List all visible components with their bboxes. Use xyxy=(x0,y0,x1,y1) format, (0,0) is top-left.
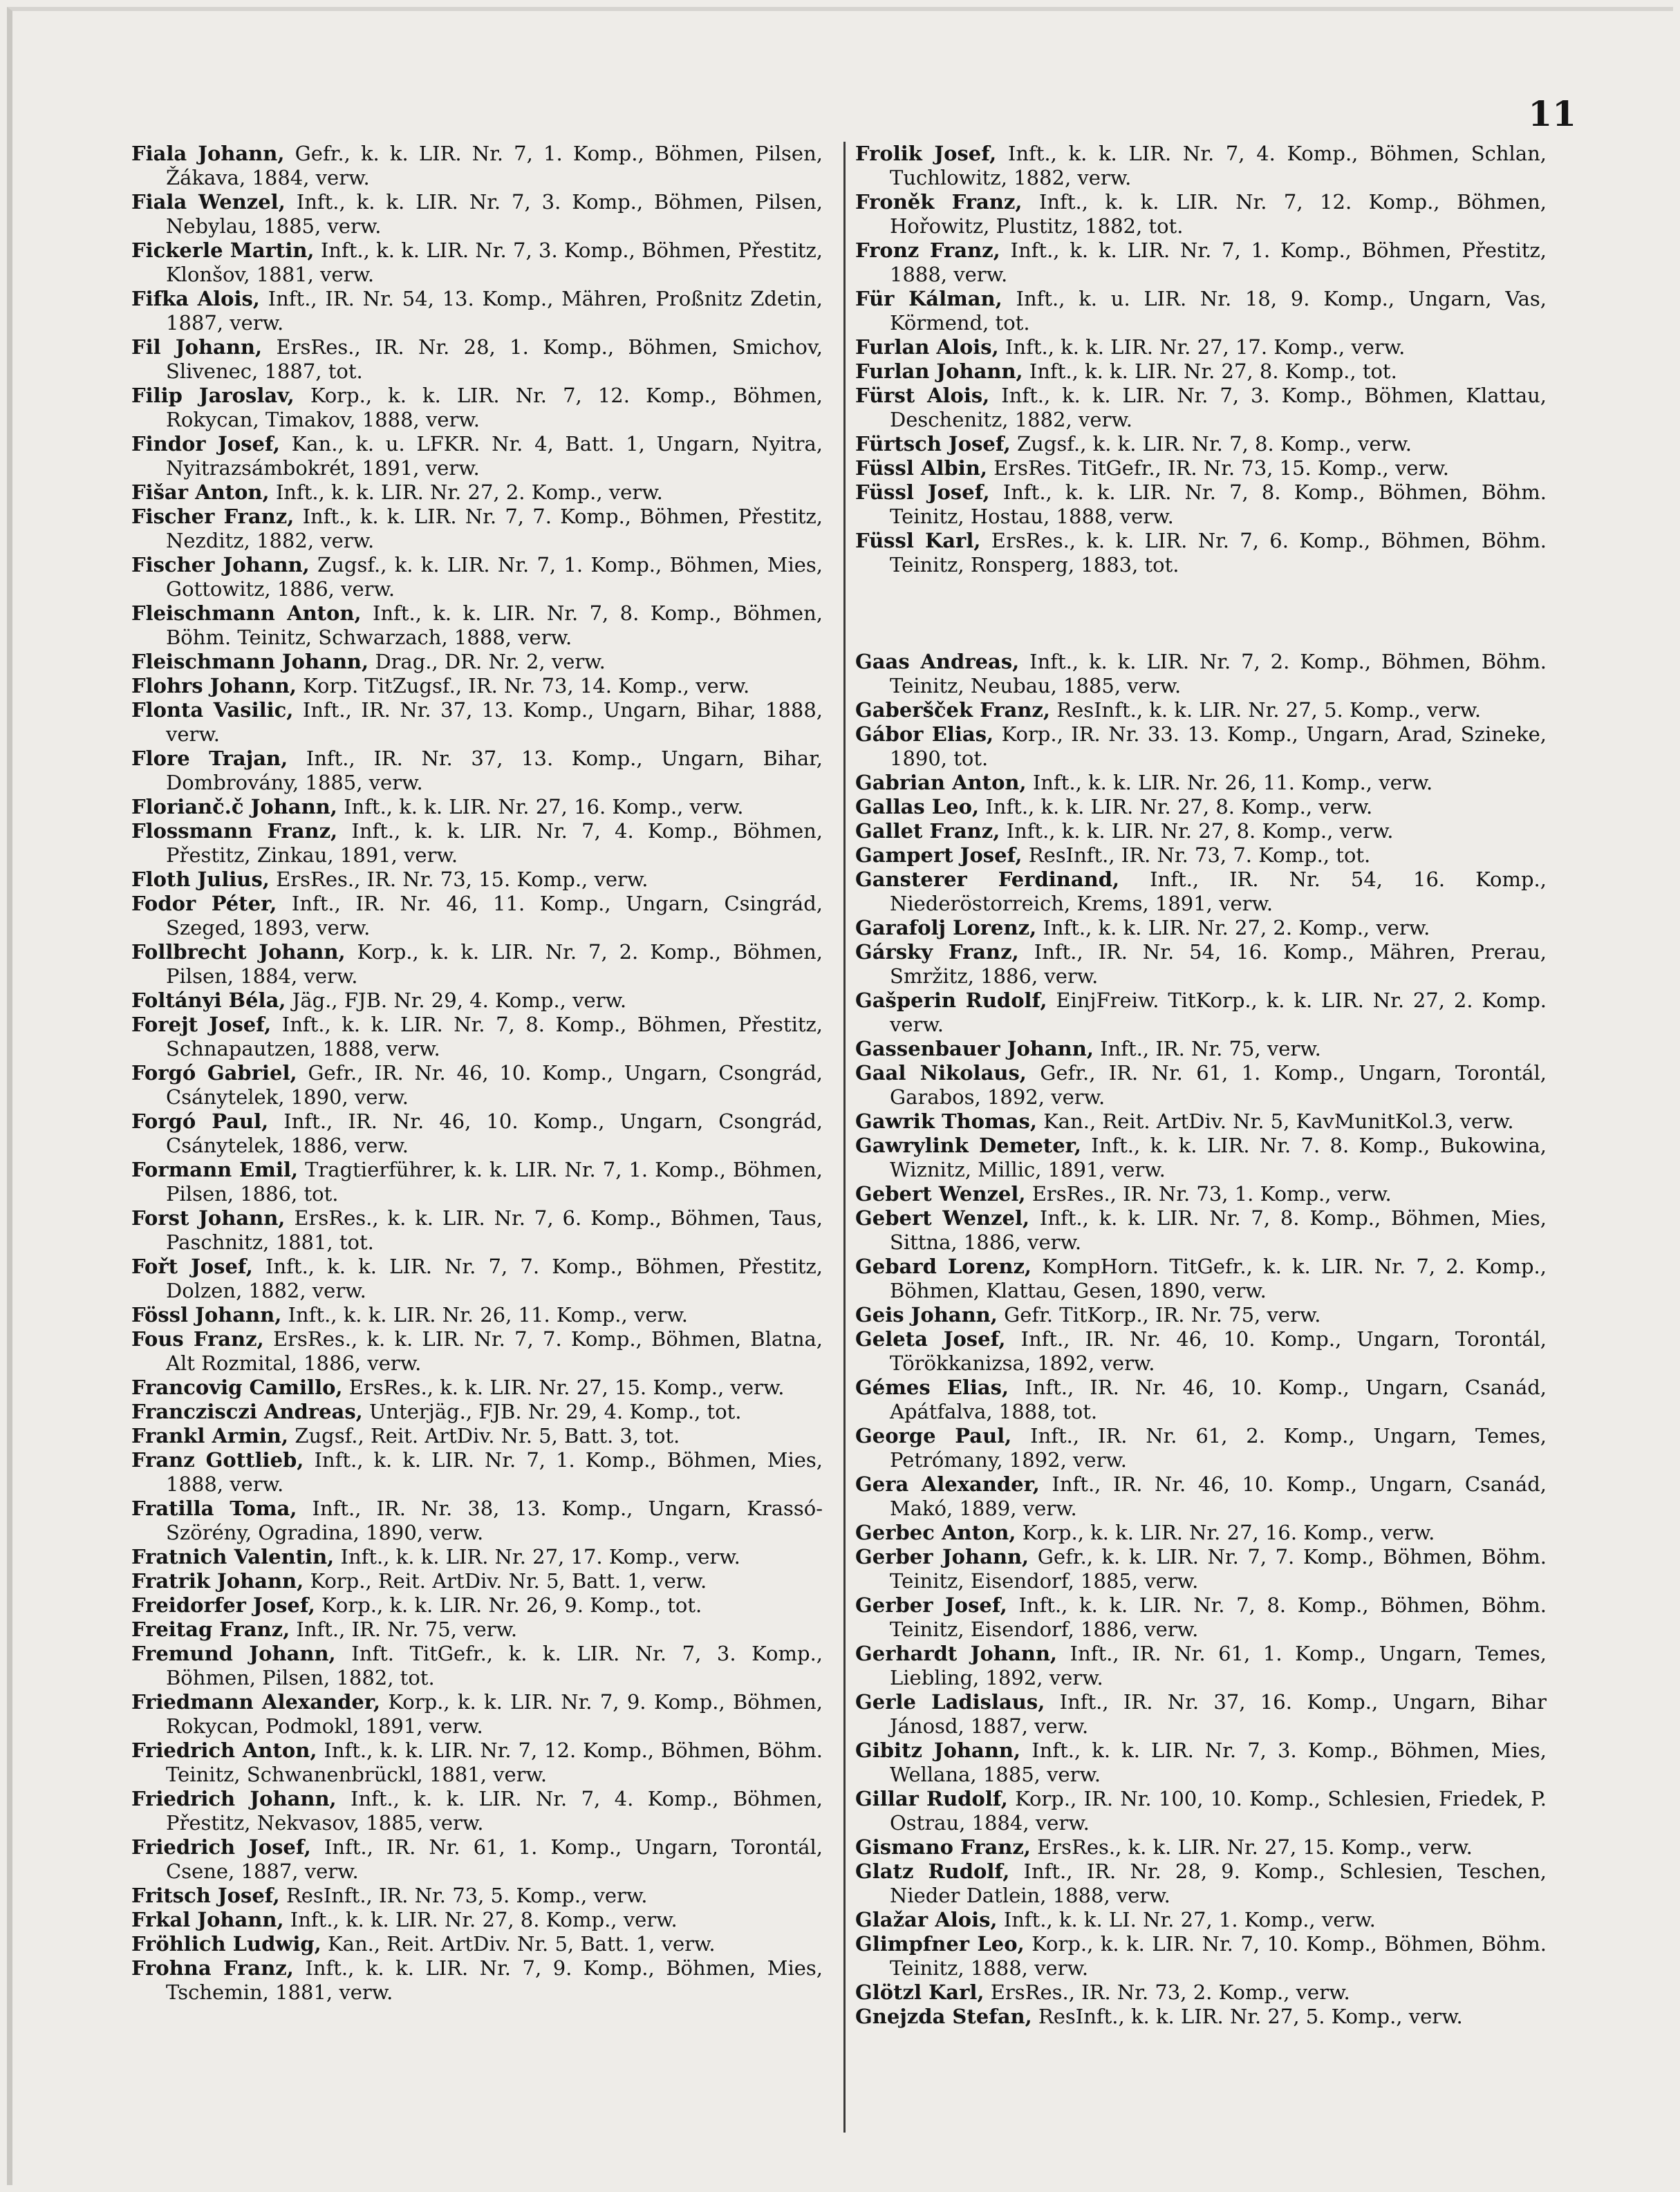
register-entry xyxy=(855,529,1547,577)
entry-details: Inft., IR. Nr. 28, 9. Komp., Schlesien, Teschen, Nieder Datlein, 1888, verw. xyxy=(890,1860,1547,1907)
entry-name: Friedrich Anton, xyxy=(131,1739,317,1762)
entry-details: Korp., k. k. LIR. Nr. 7, 10. Komp., Böhmen, Böhm. Teinitz, 1888, verw. xyxy=(890,1932,1547,1980)
register-entry xyxy=(855,1182,1547,1206)
entry-name: Fürst Alois, xyxy=(855,384,990,407)
register-entry xyxy=(855,1787,1547,1835)
register-entry xyxy=(131,505,823,553)
entry-name: Füssl Albin, xyxy=(855,456,987,480)
entry-name: Glötzl Karl, xyxy=(855,1980,984,2004)
register-entry xyxy=(131,1956,823,2005)
entry-name: Fürtsch Josef, xyxy=(855,432,1011,456)
entry-details: Inft., k. k. LIR. Nr. 7, 3. Komp., Böhmen, Klattau, Deschenitz, 1882, verw. xyxy=(890,384,1547,431)
entry-details: Inft., IR. Nr. 46, 10. Komp., Ungarn, Csongrád, Csánytelek, 1886, verw. xyxy=(166,1109,823,1157)
register-entry xyxy=(131,1303,823,1327)
entry-details: Inft., k. k. LIR. Nr. 27, 16. Komp., verw. xyxy=(344,795,744,818)
entry-details: Inft., k. k. LIR. Nr. 27, 8. Komp., tot. xyxy=(1029,359,1397,383)
register-entry xyxy=(855,190,1547,238)
entry-details: Gefr., IR. Nr. 61, 1. Komp., Ungarn, Torontál, Garabos, 1892, verw. xyxy=(890,1061,1547,1109)
register-entry xyxy=(131,698,823,747)
register-entry xyxy=(855,1521,1547,1545)
entry-details: EinjFreiw. TitKorp., k. k. LIR. Nr. 27, 2. Komp. verw. xyxy=(890,989,1547,1036)
entry-details: Inft., IR. Nr. 61, 2. Komp., Ungarn, Temes, Petrómany, 1892, verw. xyxy=(890,1424,1547,1472)
entry-name: Friedmann Alexander, xyxy=(131,1690,381,1714)
register-entry xyxy=(131,674,823,698)
entry-name: Flore Trajan, xyxy=(131,747,288,770)
entry-details: Inft., k. k. LIR. Nr. 7, 3. Komp., Böhmen, Pilsen, Nebylau, 1885, verw. xyxy=(166,190,823,238)
register-entry xyxy=(855,384,1547,432)
entry-name: Gerber Johann, xyxy=(855,1545,1029,1568)
entry-details: Unterjäg., FJB. Nr. 29, 4. Komp., tot. xyxy=(368,1400,742,1423)
register-entry xyxy=(855,1593,1547,1642)
entry-details: Inft. TitGefr., k. k. LIR. Nr. 7, 3. Komp., Böhmen, Pilsen, 1882, tot. xyxy=(166,1642,823,1689)
register-entry xyxy=(131,1448,823,1497)
entry-name: Findor Josef, xyxy=(131,432,280,456)
register-entry xyxy=(855,1424,1547,1472)
entry-details: Kan., Reit. ArtDiv. Nr. 5, Batt. 1, verw. xyxy=(327,1932,716,1956)
entry-details: Gefr., IR. Nr. 46, 10. Komp., Ungarn, Csongrád, Csánytelek, 1890, verw. xyxy=(166,1061,823,1109)
entry-details: Inft., k. k. LIR. Nr. 7, 1. Komp., Böhmen, Přestitz, 1888, verw. xyxy=(890,238,1547,286)
entry-name: Gampert Josef, xyxy=(855,843,1023,867)
register-entry xyxy=(855,238,1547,287)
entry-name: Fratrik Johann, xyxy=(131,1569,304,1593)
entry-name: Floth Julius, xyxy=(131,868,270,891)
register-entry xyxy=(131,1642,823,1690)
register-entry xyxy=(855,456,1547,480)
entry-name: Fišar Anton, xyxy=(131,480,270,504)
entry-details: Gefr., k. k. LIR. Nr. 7, 7. Komp., Böhmen, Böhm. Teinitz, Eisendorf, 1885, verw. xyxy=(890,1545,1547,1593)
entry-details: Korp. TitZugsf., IR. Nr. 73, 14. Komp., verw. xyxy=(303,674,750,697)
entry-name: Gerle Ladislaus, xyxy=(855,1690,1045,1714)
register-entry xyxy=(131,892,823,940)
entry-details: ErsRes. TitGefr., IR. Nr. 73, 15. Komp., verw. xyxy=(993,456,1449,480)
entry-details: Korp., IR. Nr. 100, 10. Komp., Schlesien, Friedek, P. Ostrau, 1884, verw. xyxy=(890,1787,1547,1835)
entry-name: Gaal Nikolaus, xyxy=(855,1061,1027,1085)
entry-name: Freidorfer Josef, xyxy=(131,1593,315,1617)
entry-details: Inft., k. k. LIR. Nr. 7, 2. Komp., Böhmen, Böhm. Teinitz, Neubau, 1885, verw. xyxy=(890,650,1547,697)
register-entry xyxy=(855,480,1547,529)
register-entry xyxy=(855,722,1547,771)
entry-details: Inft., k. k. LIR. Nr. 7, 1. Komp., Böhmen, Mies, 1888, verw. xyxy=(166,1448,823,1496)
register-entry xyxy=(131,335,823,384)
entry-name: Fiala Johann, xyxy=(131,142,285,165)
entry-details: ErsRes., IR. Nr. 73, 2. Komp., verw. xyxy=(990,1980,1350,2004)
register-entry xyxy=(131,1061,823,1109)
entry-name: Frohna Franz, xyxy=(131,1956,294,1980)
register-entry xyxy=(855,868,1547,916)
register-entry xyxy=(855,335,1547,359)
register-entry xyxy=(131,989,823,1013)
register-entry xyxy=(131,553,823,601)
entry-details: Kan., k. u. LFKR. Nr. 4, Batt. 1, Ungarn, Nyitra, Nyitrazsámbokrét, 1891, verw. xyxy=(166,432,823,480)
register-entry xyxy=(131,1739,823,1787)
entry-details: Inft., k. k. LIR. Nr. 7, 8. Komp., Böhmen, Böhm. Teinitz, Eisendorf, 1886, verw. xyxy=(890,1593,1547,1641)
entry-details: Gefr., k. k. LIR. Nr. 7, 1. Komp., Böhmen, Pilsen, Žákava, 1884, verw. xyxy=(166,142,823,189)
entry-details: Inft., IR. Nr. 37, 13. Komp., Ungarn, Bihar, 1888, verw. xyxy=(166,698,823,746)
entry-name: Gillar Rudolf, xyxy=(855,1787,1008,1810)
entry-name: Fořt Josef, xyxy=(131,1255,253,1278)
register-entry xyxy=(131,1569,823,1593)
entry-name: Friedrich Josef, xyxy=(131,1835,311,1859)
entry-name: Fifka Alois, xyxy=(131,287,260,310)
register-entry xyxy=(855,1472,1547,1521)
register-entry xyxy=(855,287,1547,335)
entry-details: Korp., k. k. LIR. Nr. 7, 9. Komp., Böhmen, Rokycan, Podmokl, 1891, verw. xyxy=(166,1690,823,1738)
entry-details: Inft., k. k. LIR. Nr. 26, 11. Komp., verw. xyxy=(1032,771,1433,794)
register-entry xyxy=(855,1860,1547,1908)
entry-details: Inft., k. k. LIR. Nr. 7, 3. Komp., Böhmen, Mies, Wellana, 1885, verw. xyxy=(890,1739,1547,1786)
entry-details: Tragtierführer, k. k. LIR. Nr. 7, 1. Komp., Böhmen, Pilsen, 1886, tot. xyxy=(166,1158,823,1206)
entry-name: Fleischmann Anton, xyxy=(131,601,362,625)
entry-details: Inft., k. k. LIR. Nr. 7, 8. Komp., Böhmen, Böhm. Teinitz, Schwarzach, 1888, verw. xyxy=(166,601,823,649)
entry-details: Inft., k. k. LIR. Nr. 7, 8. Komp., Böhmen, Přestitz, Schnapautzen, 1888, verw. xyxy=(166,1013,823,1060)
entry-name: Gebard Lorenz, xyxy=(855,1255,1032,1278)
entry-name: Franczisczi Andreas, xyxy=(131,1400,363,1423)
register-entry xyxy=(855,819,1547,843)
entry-details: ResInft., IR. Nr. 73, 5. Komp., verw. xyxy=(286,1884,648,1907)
entry-details: Inft., IR. Nr. 75, verw. xyxy=(1100,1037,1321,1060)
entry-details: Korp., Reit. ArtDiv. Nr. 5, Batt. 1, verw. xyxy=(310,1569,707,1593)
register-entry xyxy=(855,771,1547,795)
register-entry xyxy=(855,989,1547,1037)
register-entry xyxy=(131,142,823,190)
register-entry xyxy=(131,1424,823,1448)
register-entry xyxy=(131,1255,823,1303)
register-entry xyxy=(131,1013,823,1061)
register-entry xyxy=(855,1134,1547,1182)
entry-details: Inft., IR. Nr. 46, 10. Komp., Ungarn, Torontál, Törökkanizsa, 1892, verw. xyxy=(890,1327,1547,1375)
entry-name: Glatz Rudolf, xyxy=(855,1860,1010,1883)
entry-details: Inft., IR. Nr. 37, 16. Komp., Ungarn, Bihar Jánosd, 1887, verw. xyxy=(890,1690,1547,1738)
entry-details: Inft., k. k. LIR. Nr. 7, 12. Komp., Böhmen, Böhm. Teinitz, Schwanenbrückl, 1881, verw. xyxy=(166,1739,823,1786)
entry-name: Fritsch Josef, xyxy=(131,1884,280,1907)
entry-details: Inft., IR. Nr. 46, 10. Komp., Ungarn, Csanád, Makó, 1889, verw. xyxy=(890,1472,1547,1520)
entry-details: Inft., k. k. LIR. Nr. 27, 17. Komp., verw. xyxy=(340,1545,740,1568)
register-entry xyxy=(855,142,1547,190)
entry-name: Fodor Péter, xyxy=(131,892,277,915)
entry-name: Friedrich Johann, xyxy=(131,1787,337,1810)
entry-details: Drag., DR. Nr. 2, verw. xyxy=(375,650,606,673)
entry-details: Korp., k. k. LIR. Nr. 7, 12. Komp., Böhmen, Rokycan, Timakov, 1888, verw. xyxy=(166,384,823,431)
entry-name: Froněk Franz, xyxy=(855,190,1023,214)
entry-details: Korp., k. k. LIR. Nr. 7, 2. Komp., Böhmen, Pilsen, 1884, verw. xyxy=(166,940,823,988)
entry-name: Gibitz Johann, xyxy=(855,1739,1021,1762)
register-entry xyxy=(131,1376,823,1400)
entry-details: Inft., k. u. LIR. Nr. 18, 9. Komp., Ungarn, Vas, Körmend, tot. xyxy=(890,287,1547,335)
entry-name: Furlan Johann, xyxy=(855,359,1023,383)
entry-details: Zugsf., Reit. ArtDiv. Nr. 5, Batt. 3, tot. xyxy=(295,1424,680,1448)
entry-name: Flohrs Johann, xyxy=(131,674,297,697)
register-entry xyxy=(855,1980,1547,2005)
entry-name: Gansterer Ferdinand, xyxy=(855,868,1120,891)
entry-name: Gabrian Anton, xyxy=(855,771,1027,794)
entry-name: Gnejzda Stefan, xyxy=(855,2005,1032,2028)
entry-details: Inft., k. k. LIR. Nr. 7, 4. Komp., Böhmen, Přestitz, Nekvasov, 1885, verw. xyxy=(166,1787,823,1835)
register-entry xyxy=(131,795,823,819)
register-entry xyxy=(855,1327,1547,1376)
entry-details: Inft., k. k. LIR. Nr. 7, 9. Komp., Böhmen, Mies, Tschemin, 1881, verw. xyxy=(166,1956,823,2004)
entry-details: ErsRes., k. k. LIR. Nr. 7, 6. Komp., Böhmen, Böhm. Teinitz, Ronsperg, 1883, tot. xyxy=(890,529,1547,577)
entry-details: Inft., k. k. LIR. Nr. 26, 11. Komp., verw. xyxy=(288,1303,688,1327)
entry-details: Inft., k. k. LI. Nr. 27, 1. Komp., verw. xyxy=(1003,1908,1376,1931)
register-entry xyxy=(131,384,823,432)
register-entry xyxy=(131,480,823,505)
register-entry xyxy=(855,1739,1547,1787)
entry-name: Gerber Josef, xyxy=(855,1593,1007,1617)
register-entry xyxy=(131,287,823,335)
register-entry xyxy=(131,819,823,868)
entry-details: Gefr. TitKorp., IR. Nr. 75, verw. xyxy=(1004,1303,1321,1327)
entry-name: Gerbec Anton, xyxy=(855,1521,1016,1544)
entry-details: Kan., Reit. ArtDiv. Nr. 5, KavMunitKol.3, verw. xyxy=(1043,1109,1514,1133)
entry-name: Gašperin Rudolf, xyxy=(855,989,1047,1012)
entry-name: Füssl Karl, xyxy=(855,529,981,552)
entry-name: Filip Jaroslav, xyxy=(131,384,295,407)
register-entry xyxy=(855,1037,1547,1061)
entry-name: Gismano Franz, xyxy=(855,1835,1031,1859)
entry-name: Für Kálman, xyxy=(855,287,1002,310)
entry-name: Fous Franz, xyxy=(131,1327,264,1351)
entry-details: Inft., IR. Nr. 46, 10. Komp., Ungarn, Csanád, Apátfalva, 1888, tot. xyxy=(890,1376,1547,1423)
entry-details: Inft., k. k. LIR. Nr. 27, 17. Komp., verw. xyxy=(1005,335,1406,359)
register-entry xyxy=(855,843,1547,868)
entry-name: Geleta Josef, xyxy=(855,1327,1006,1351)
entry-details: ResInft., k. k. LIR. Nr. 27, 5. Komp., verw. xyxy=(1056,698,1482,722)
entry-details: Inft., IR. Nr. 54, 16. Komp., Niederöstorreich, Krems, 1891, verw. xyxy=(890,868,1547,915)
entry-name: Geis Johann, xyxy=(855,1303,998,1327)
entry-details: Inft., k. k. LIR. Nr. 7, 12. Komp., Böhmen, Hořowitz, Plustitz, 1882, tot. xyxy=(890,190,1547,238)
entry-details: Inft., k. k. LIR. Nr. 27, 8. Komp., verw. xyxy=(290,1908,678,1931)
entry-details: KompHorn. TitGefr., k. k. LIR. Nr. 7, 2. Komp., Böhmen, Klattau, Gesen, 1890, verw. xyxy=(890,1255,1547,1302)
entry-name: Fischer Franz, xyxy=(131,505,295,528)
entry-name: Fratilla Toma, xyxy=(131,1497,297,1520)
entry-name: Gallas Leo, xyxy=(855,795,980,818)
entry-details: Inft., IR. Nr. 54, 16. Komp., Mähren, Prerau, Smržitz, 1886, verw. xyxy=(890,940,1547,988)
entry-details: ResInft., k. k. LIR. Nr. 27, 5. Komp., verw. xyxy=(1038,2005,1463,2028)
entry-details: Inft., k. k. LIR. Nr. 27, 8. Komp., verw. xyxy=(1006,819,1394,843)
entry-details: ErsRes., k. k. LIR. Nr. 27, 15. Komp., verw. xyxy=(1037,1835,1473,1859)
entry-name: Florianč.č Johann, xyxy=(131,795,337,818)
register-entry xyxy=(855,1303,1547,1327)
register-entry xyxy=(131,1835,823,1884)
register-entry xyxy=(855,1376,1547,1424)
entry-details: Jäg., FJB. Nr. 29, 4. Komp., verw. xyxy=(292,989,627,1012)
register-entry xyxy=(131,1690,823,1739)
entry-details: Inft., IR. Nr. 61, 1. Komp., Ungarn, Torontál, Csene, 1887, verw. xyxy=(166,1835,823,1883)
entry-details: Inft., IR. Nr. 54, 13. Komp., Mähren, Proßnitz Zdetin, 1887, verw. xyxy=(166,287,823,335)
entry-name: Forgó Gabriel, xyxy=(131,1061,297,1085)
entry-details: Inft., k. k. LIR. Nr. 7, 4. Komp., Böhmen, Schlan, Tuchlowitz, 1882, verw. xyxy=(890,142,1547,189)
entry-name: Gebert Wenzel, xyxy=(855,1206,1030,1230)
register-entry xyxy=(131,1327,823,1376)
left-column xyxy=(131,142,823,2005)
register-entry xyxy=(131,1545,823,1569)
entry-name: Gerhardt Johann, xyxy=(855,1642,1058,1665)
entry-name: George Paul, xyxy=(855,1424,1012,1448)
register-entry xyxy=(131,1400,823,1424)
entry-details: ErsRes., IR. Nr. 73, 1. Komp., verw. xyxy=(1032,1182,1392,1206)
entry-name: Fischer Johann, xyxy=(131,553,310,577)
entry-details: Inft., IR. Nr. 38, 13. Komp., Ungarn, Krassó-Szörény, Ogradina, 1890, verw. xyxy=(166,1497,823,1544)
register-entry xyxy=(131,1908,823,1932)
entry-details: Inft., k. k. LIR. Nr. 27, 2. Komp., verw. xyxy=(275,480,663,504)
entry-details: Inft., IR. Nr. 75, verw. xyxy=(296,1618,518,1641)
register-entry xyxy=(131,747,823,795)
entry-details: Inft., k. k. LIR. Nr. 7, 7. Komp., Böhmen, Přestitz, Dolzen, 1882, verw. xyxy=(166,1255,823,1302)
entry-details: Inft., IR. Nr. 61, 1. Komp., Ungarn, Temes, Liebling, 1892, verw. xyxy=(890,1642,1547,1689)
section-gap xyxy=(855,577,1547,650)
entry-name: Fössl Johann, xyxy=(131,1303,282,1327)
entry-name: Glažar Alois, xyxy=(855,1908,998,1931)
register-entry xyxy=(855,1932,1547,1980)
register-entry xyxy=(131,1158,823,1206)
register-entry xyxy=(855,1908,1547,1932)
right-column xyxy=(855,142,1547,2029)
entry-details: Inft., k. k. LIR. Nr. 7, 7. Komp., Böhmen, Přestitz, Nezditz, 1882, verw. xyxy=(166,505,823,552)
entry-name: Füssl Josef, xyxy=(855,480,990,504)
register-entry xyxy=(131,1787,823,1835)
entry-name: Furlan Alois, xyxy=(855,335,999,359)
entry-name: Forejt Josef, xyxy=(131,1013,272,1036)
register-entry xyxy=(855,1835,1547,1860)
register-entry xyxy=(855,1545,1547,1593)
register-entry xyxy=(855,1255,1547,1303)
entry-name: Gábor Elias, xyxy=(855,722,994,746)
entry-name: Gera Alexander, xyxy=(855,1472,1040,1496)
register-entry xyxy=(855,1642,1547,1690)
entry-name: Flonta Vasilic, xyxy=(131,698,294,722)
register-entry xyxy=(131,1618,823,1642)
register-entry xyxy=(131,1884,823,1908)
entry-name: Fratnich Valentin, xyxy=(131,1545,335,1568)
register-entry xyxy=(855,1206,1547,1255)
register-entry xyxy=(855,916,1547,940)
register-entry xyxy=(855,2005,1547,2029)
entry-name: Gaas Andreas, xyxy=(855,650,1020,673)
register-entry xyxy=(131,1932,823,1956)
entry-details: Inft., k. k. LIR. Nr. 7, 3. Komp., Böhmen, Přestitz, Klonšov, 1881, verw. xyxy=(166,238,823,286)
entry-name: Fleischmann Johann, xyxy=(131,650,369,673)
entry-details: Inft., k. k. LIR. Nr. 7, 8. Komp., Böhmen, Böhm. Teinitz, Hostau, 1888, verw. xyxy=(890,480,1547,528)
right-column-f-section xyxy=(855,142,1547,577)
entry-name: Gassenbauer Johann, xyxy=(855,1037,1094,1060)
entry-name: Fil Johann, xyxy=(131,335,263,359)
entry-name: Gémes Elias, xyxy=(855,1376,1009,1399)
entry-name: Fronz Franz, xyxy=(855,238,1000,262)
register-entry xyxy=(855,698,1547,722)
entry-name: Follbrecht Johann, xyxy=(131,940,346,964)
right-column-g-section xyxy=(855,650,1547,2029)
entry-name: Fiala Wenzel, xyxy=(131,190,286,214)
register-entry xyxy=(855,795,1547,819)
register-entry xyxy=(131,1593,823,1618)
entry-name: Frolik Josef, xyxy=(855,142,997,165)
entry-name: Garafolj Lorenz, xyxy=(855,916,1037,939)
entry-details: Inft., k. k. LIR. Nr. 7, 8. Komp., Böhmen, Mies, Sittna, 1886, verw. xyxy=(890,1206,1547,1254)
entry-name: Freitag Franz, xyxy=(131,1618,290,1641)
register-entry xyxy=(131,650,823,674)
register-entry xyxy=(131,601,823,650)
register-entry xyxy=(131,940,823,989)
register-entry xyxy=(855,1109,1547,1134)
register-entry xyxy=(131,868,823,892)
entry-details: Zugsf., k. k. LIR. Nr. 7, 8. Komp., verw. xyxy=(1017,432,1412,456)
register-entry xyxy=(855,1690,1547,1739)
entry-details: ErsRes., k. k. LIR. Nr. 7, 6. Komp., Böhmen, Taus, Paschnitz, 1881, tot. xyxy=(166,1206,823,1254)
entry-details: Korp., IR. Nr. 33. 13. Komp., Ungarn, Arad, Szineke, 1890, tot. xyxy=(890,722,1547,770)
page-number: 11 xyxy=(1528,93,1576,134)
register-entry xyxy=(855,650,1547,698)
register-entry xyxy=(855,1061,1547,1109)
entry-name: Francovig Camillo, xyxy=(131,1376,343,1399)
entry-name: Forgó Paul, xyxy=(131,1109,269,1133)
register-entry xyxy=(131,1109,823,1158)
register-entry xyxy=(131,1206,823,1255)
entry-name: Gallet Franz, xyxy=(855,819,1000,843)
entry-name: Fröhlich Ludwig, xyxy=(131,1932,321,1956)
entry-details: ErsRes., IR. Nr. 28, 1. Komp., Böhmen, Smichov, Slivenec, 1887, tot. xyxy=(166,335,823,383)
register-entry xyxy=(131,238,823,287)
entry-name: Foltányi Béla, xyxy=(131,989,286,1012)
entry-details: Inft., k. k. LIR. Nr. 27, 8. Komp., verw. xyxy=(985,795,1373,818)
entry-details: Inft., k. k. LIR. Nr. 7, 4. Komp., Böhmen, Přestitz, Zinkau, 1891, verw. xyxy=(166,819,823,867)
entry-details: ResInft., IR. Nr. 73, 7. Komp., tot. xyxy=(1028,843,1371,867)
entry-name: Frankl Armin, xyxy=(131,1424,289,1448)
entry-details: Korp., k. k. LIR. Nr. 27, 16. Komp., verw. xyxy=(1022,1521,1435,1544)
entry-details: ErsRes., k. k. LIR. Nr. 7, 7. Komp., Böhmen, Blatna, Alt Rozmital, 1886, verw. xyxy=(166,1327,823,1375)
entry-name: Frkal Johann, xyxy=(131,1908,284,1931)
entry-details: Korp., k. k. LIR. Nr. 26, 9. Komp., tot. xyxy=(321,1593,702,1617)
register-entry xyxy=(855,359,1547,384)
entry-details: Inft., k. k. LIR. Nr. 7. 8. Komp., Bukowina, Wiznitz, Millic, 1891, verw. xyxy=(890,1134,1547,1181)
entry-details: ErsRes., k. k. LIR. Nr. 27, 15. Komp., verw. xyxy=(348,1376,785,1399)
entry-name: Gaberšček Franz, xyxy=(855,698,1050,722)
entry-name: Gársky Franz, xyxy=(855,940,1019,964)
register-entry xyxy=(855,940,1547,989)
entry-name: Formann Emil, xyxy=(131,1158,299,1181)
entry-name: Glimpfner Leo, xyxy=(855,1932,1025,1956)
entry-details: Inft., k. k. LIR. Nr. 27, 2. Komp., verw. xyxy=(1043,916,1430,939)
entry-details: Zugsf., k. k. LIR. Nr. 7, 1. Komp., Böhmen, Mies, Gottowitz, 1886, verw. xyxy=(166,553,823,601)
register-entry xyxy=(131,190,823,238)
entry-name: Gawrik Thomas, xyxy=(855,1109,1037,1133)
entry-details: ErsRes., IR. Nr. 73, 15. Komp., verw. xyxy=(276,868,648,891)
entry-name: Fickerle Martin, xyxy=(131,238,315,262)
register-entry xyxy=(131,432,823,480)
entry-name: Gebert Wenzel, xyxy=(855,1182,1026,1206)
entry-details: Inft., IR. Nr. 46, 11. Komp., Ungarn, Csingrád, Szeged, 1893, verw. xyxy=(166,892,823,939)
column-divider xyxy=(843,142,846,2133)
entry-name: Gawrylink Demeter, xyxy=(855,1134,1081,1157)
register-entry xyxy=(131,1497,823,1545)
register-entry xyxy=(855,432,1547,456)
entry-name: Fremund Johann, xyxy=(131,1642,336,1665)
entry-details: Inft., IR. Nr. 37, 13. Komp., Ungarn, Bihar, Dombrovány, 1885, verw. xyxy=(166,747,823,794)
entry-name: Forst Johann, xyxy=(131,1206,286,1230)
entry-name: Franz Gottlieb, xyxy=(131,1448,304,1472)
entry-name: Flossmann Franz, xyxy=(131,819,338,843)
